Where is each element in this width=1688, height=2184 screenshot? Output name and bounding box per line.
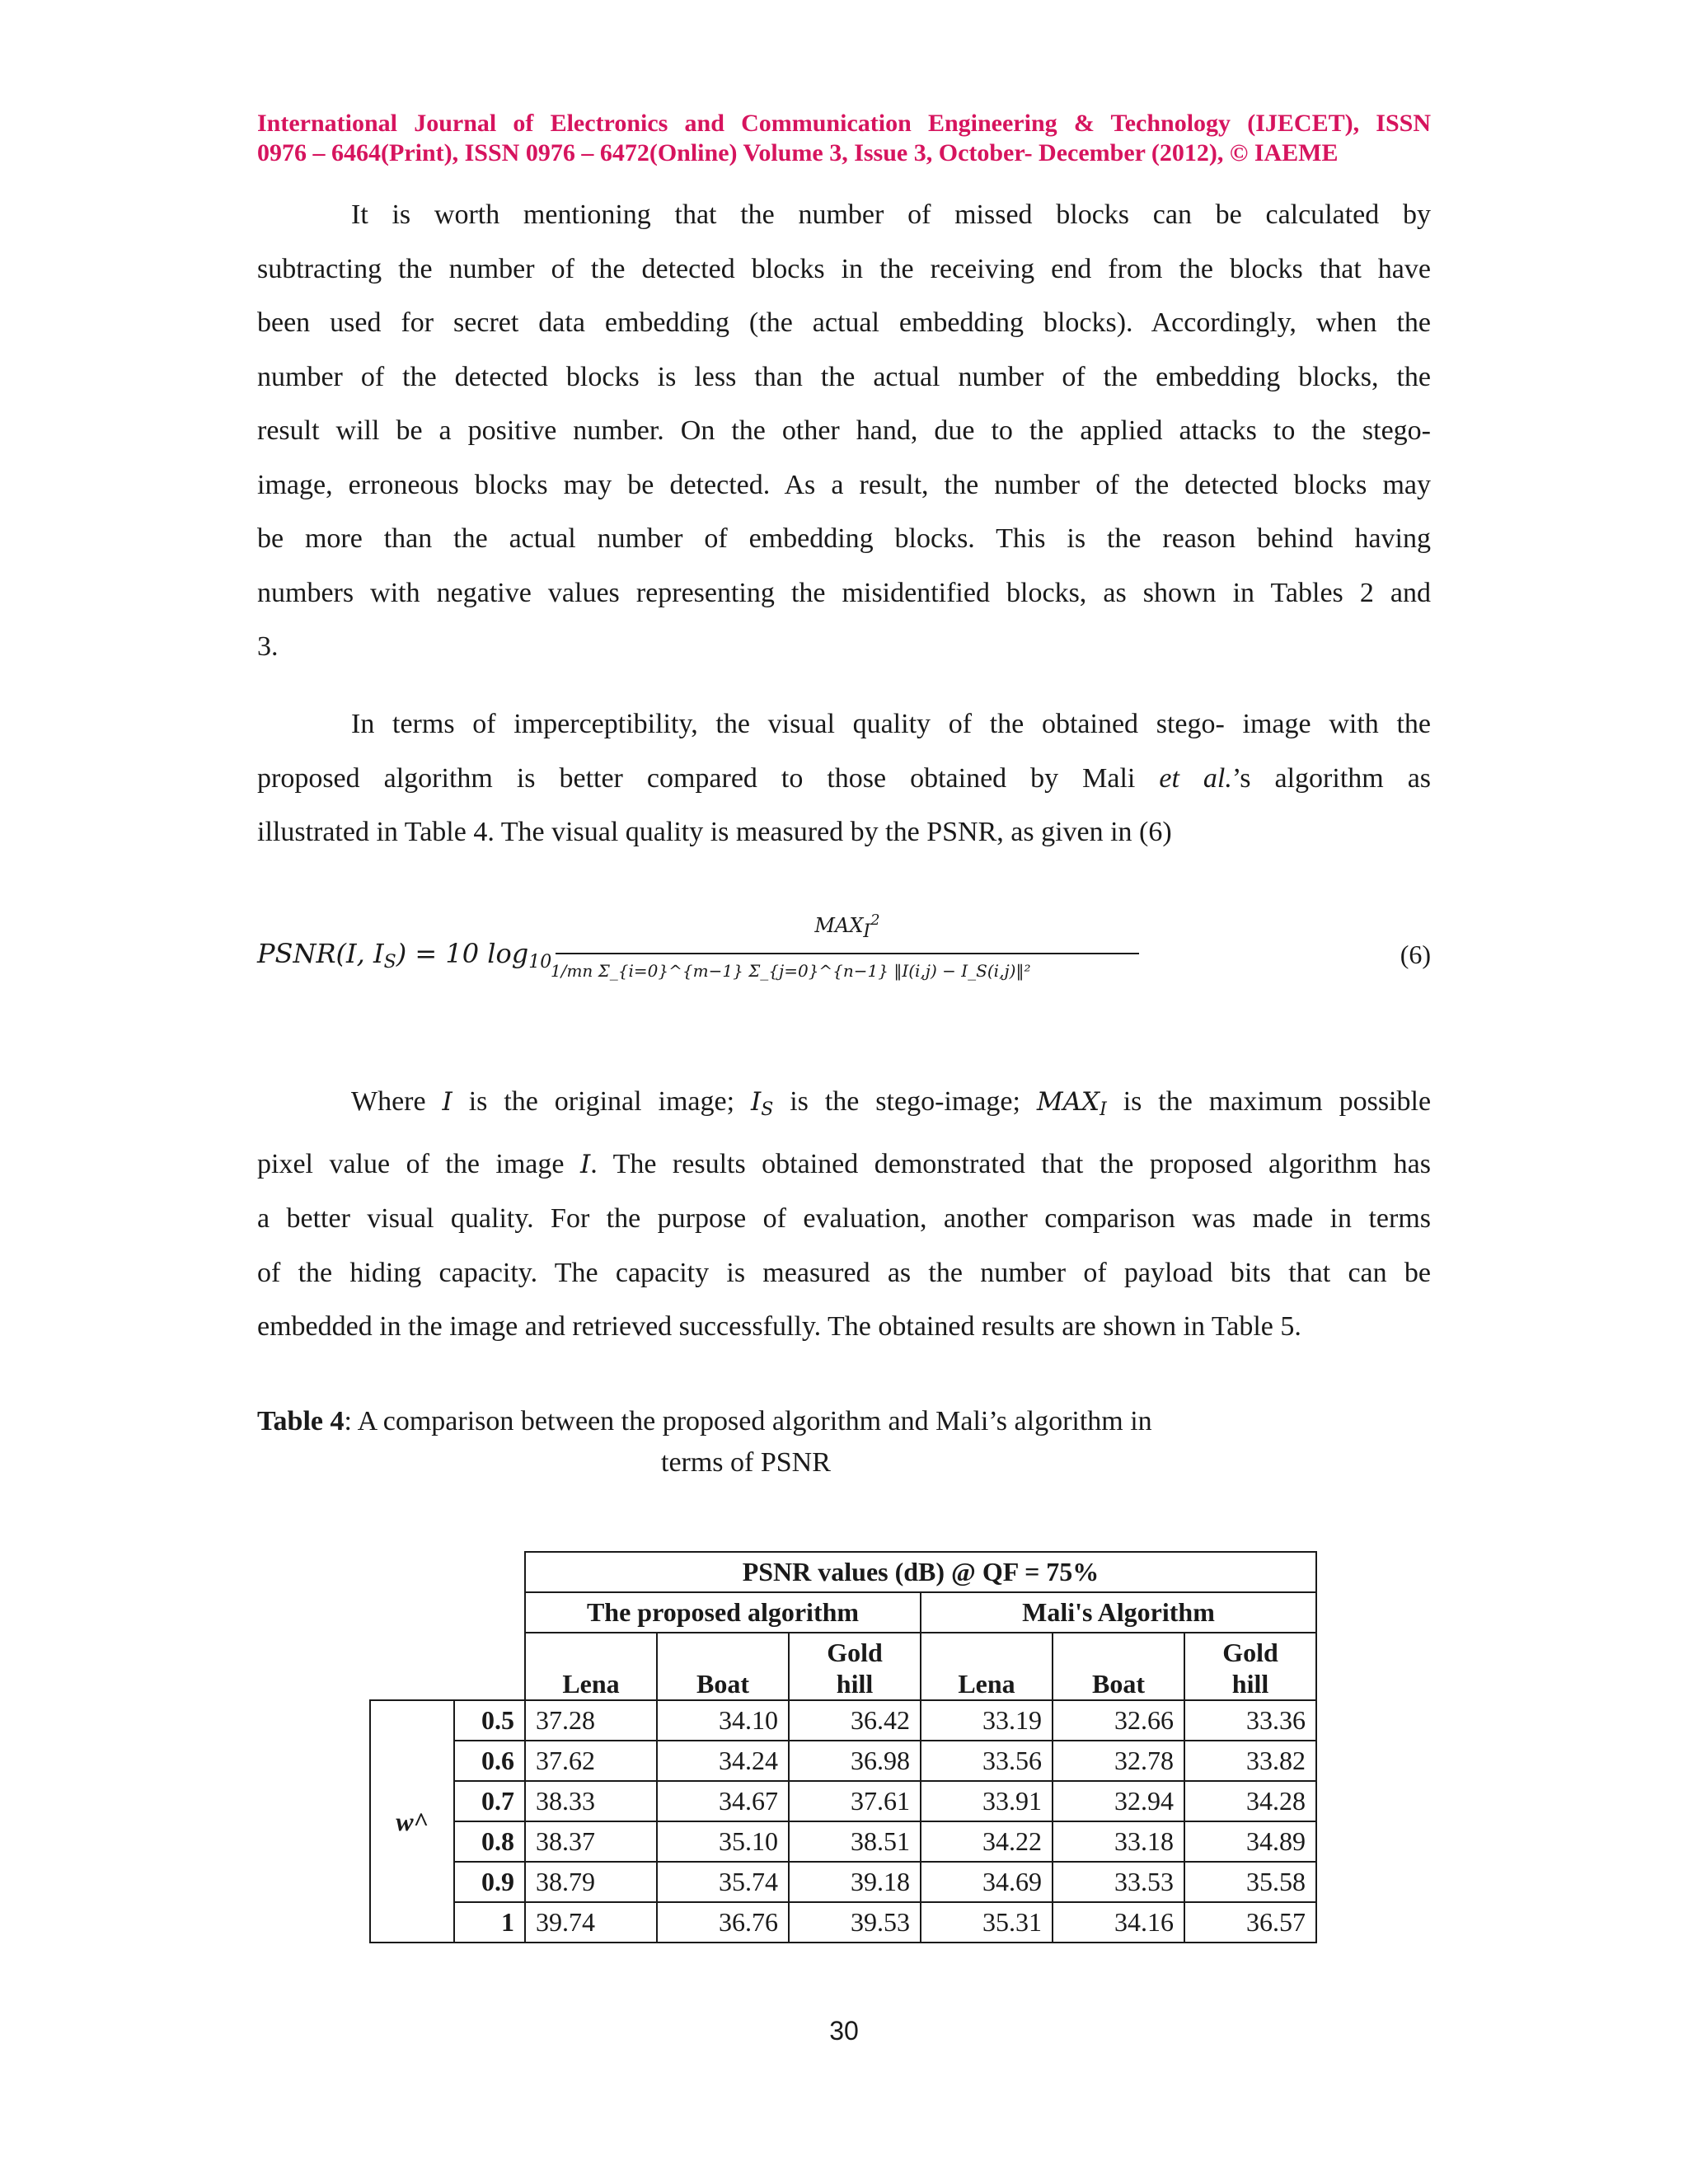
caption-label: Table 4 [257, 1406, 345, 1436]
cell: 33.53 [1053, 1862, 1184, 1902]
cell: 36.76 [657, 1902, 789, 1943]
text-line: It is worth mentioning that the number of missed blocks can be calculated by [351, 199, 1431, 230]
text-line: number of the detected blocks is less than the actual number of the embedding blocks, the [257, 361, 1431, 392]
cell: 36.98 [789, 1741, 921, 1781]
equation-number: (6) [1400, 940, 1431, 969]
cell: 34.24 [657, 1741, 789, 1781]
cell: 39.74 [525, 1902, 657, 1943]
blank-cell [454, 1552, 525, 1592]
text-line: subtracting the number of the detected blocks in the receiving end from the blocks that have [257, 253, 1431, 284]
row-label: 0.7 [454, 1781, 525, 1821]
equation-numerator: MAXI$^2$ [814, 912, 880, 942]
row-label: 0.6 [454, 1741, 525, 1781]
blank-cell [370, 1592, 454, 1633]
row-label: 1 [454, 1902, 525, 1943]
fraction-bar [556, 953, 1139, 954]
column-header: Lena [921, 1633, 1053, 1700]
row-group-label-w: w^ [370, 1700, 454, 1943]
table-title: PSNR values (dB) @ QF = 75% [525, 1552, 1316, 1592]
text-line: pixel value of the image I. The results obtained demonstrated that the proposed algorithm has [257, 1148, 1431, 1179]
text-line: 3. [257, 631, 279, 662]
cell: 37.61 [789, 1781, 921, 1821]
cell: 33.56 [921, 1741, 1053, 1781]
et-al-italic: et al. [1159, 762, 1232, 794]
cell: 34.10 [657, 1700, 789, 1741]
text-line: been used for secret data embedding (the actual embedding blocks). Accordingly, when the [257, 307, 1431, 338]
header-line-2: 0976 – 6464(Print), ISSN 0976 – 6472(Online) Volume 3, Issue 3, October- December (2012), © IAEME [257, 139, 1339, 166]
journal-header [257, 109, 1431, 168]
text-line: image, erroneous blocks may be detected. As a result, the number of the detected blocks may [257, 469, 1431, 500]
cell: 34.28 [1184, 1781, 1316, 1821]
cell: 34.69 [921, 1862, 1053, 1902]
cell: 34.22 [921, 1821, 1053, 1862]
column-header: Gold hill [1184, 1633, 1316, 1700]
cell: 34.67 [657, 1781, 789, 1821]
text-line: result will be a positive number. On the other hand, due to the applied attacks to the stego- [257, 415, 1431, 446]
page-number: 30 [829, 2016, 859, 2046]
cell: 33.82 [1184, 1741, 1316, 1781]
cell: 32.94 [1053, 1781, 1184, 1821]
text-line: proposed algorithm is better compared to those obtained by Mali et al.’s algorithm as [257, 762, 1432, 794]
blank-cell [454, 1633, 525, 1700]
cell: 34.89 [1184, 1821, 1316, 1862]
group-header-proposed: The proposed algorithm [525, 1592, 921, 1633]
text-line: illustrated in Table 4. The visual quality is measured by the PSNR, as given in (6) [257, 817, 1172, 847]
blank-cell [370, 1552, 454, 1592]
cell: 35.10 [657, 1821, 789, 1862]
equation-denominator: 1/mn Σ_{i=0}^{m−1} Σ_{j=0}^{n−1} ‖I(i,j) − I_S(i,j)‖² [551, 961, 1031, 981]
cell: 32.78 [1053, 1741, 1184, 1781]
cell: 37.28 [525, 1700, 657, 1741]
paragraph-imperceptibility [257, 697, 1431, 860]
caption-text-line-2: terms of PSNR [661, 1447, 831, 1478]
text-line: be more than the actual number of embedding blocks. This is the reason behind having [257, 523, 1431, 554]
blank-cell [454, 1592, 525, 1633]
row-label: 0.5 [454, 1700, 525, 1741]
psnr-table [369, 1551, 1317, 1943]
column-header: Boat [1053, 1633, 1184, 1700]
equation-fraction [551, 907, 1144, 1030]
cell: 35.31 [921, 1902, 1053, 1943]
equation-lhs: PSNR(I, $I_S) = 10$ $\log_{10}$ [257, 938, 552, 972]
paragraph-where [257, 1075, 1431, 1354]
cell: 33.36 [1184, 1700, 1316, 1741]
cell: 38.79 [525, 1862, 657, 1902]
text-line: In terms of imperceptibility, the visual quality of the obtained stego- image with the [351, 709, 1431, 739]
cell: 33.18 [1053, 1821, 1184, 1862]
cell: 38.51 [789, 1821, 921, 1862]
cell: 36.42 [789, 1700, 921, 1741]
column-header: Gold hill [789, 1633, 921, 1700]
caption-text: : A comparison between the proposed algorithm and Mali’s algorithm in [344, 1406, 1152, 1436]
cell: 39.53 [789, 1902, 921, 1943]
column-header: Lena [525, 1633, 657, 1700]
table-caption [257, 1401, 1431, 1483]
cell: 39.18 [789, 1862, 921, 1902]
cell: 38.37 [525, 1821, 657, 1862]
text-line: numbers with negative values representing the misidentified blocks, as shown in Tables 2 and [257, 577, 1431, 608]
row-label: 0.9 [454, 1862, 525, 1902]
cell: 38.33 [525, 1781, 657, 1821]
group-header-mali: Mali's Algorithm [921, 1592, 1316, 1633]
cell: 36.57 [1184, 1902, 1316, 1943]
text-line: embedded in the image and retrieved successfully. The obtained results are shown in Table 5. [257, 1311, 1301, 1342]
cell: 35.58 [1184, 1862, 1316, 1902]
column-header: Boat [657, 1633, 789, 1700]
row-label: 0.8 [454, 1821, 525, 1862]
blank-cell [370, 1633, 454, 1700]
text-line: of the hiding capacity. The capacity is measured as the number of payload bits that can be [257, 1257, 1431, 1288]
cell: 37.62 [525, 1741, 657, 1781]
cell: 33.19 [921, 1700, 1053, 1741]
text-line: a better visual quality. For the purpose of evaluation, another comparison was made in terms [257, 1203, 1431, 1234]
cell: 35.74 [657, 1862, 789, 1902]
header-line-1: International Journal of Electronics and Communication Engineering & Technology (IJECET), ISSN [257, 110, 1431, 137]
cell: 34.16 [1053, 1902, 1184, 1943]
text-line: Where I is the original image; $I_S$ is the stego-image; $MAX_I$ is the maximum possible [351, 1086, 1432, 1120]
paragraph-missed-blocks [257, 188, 1431, 674]
cell: 33.91 [921, 1781, 1053, 1821]
cell: 32.66 [1053, 1700, 1184, 1741]
equation-psnr [257, 907, 1431, 1030]
